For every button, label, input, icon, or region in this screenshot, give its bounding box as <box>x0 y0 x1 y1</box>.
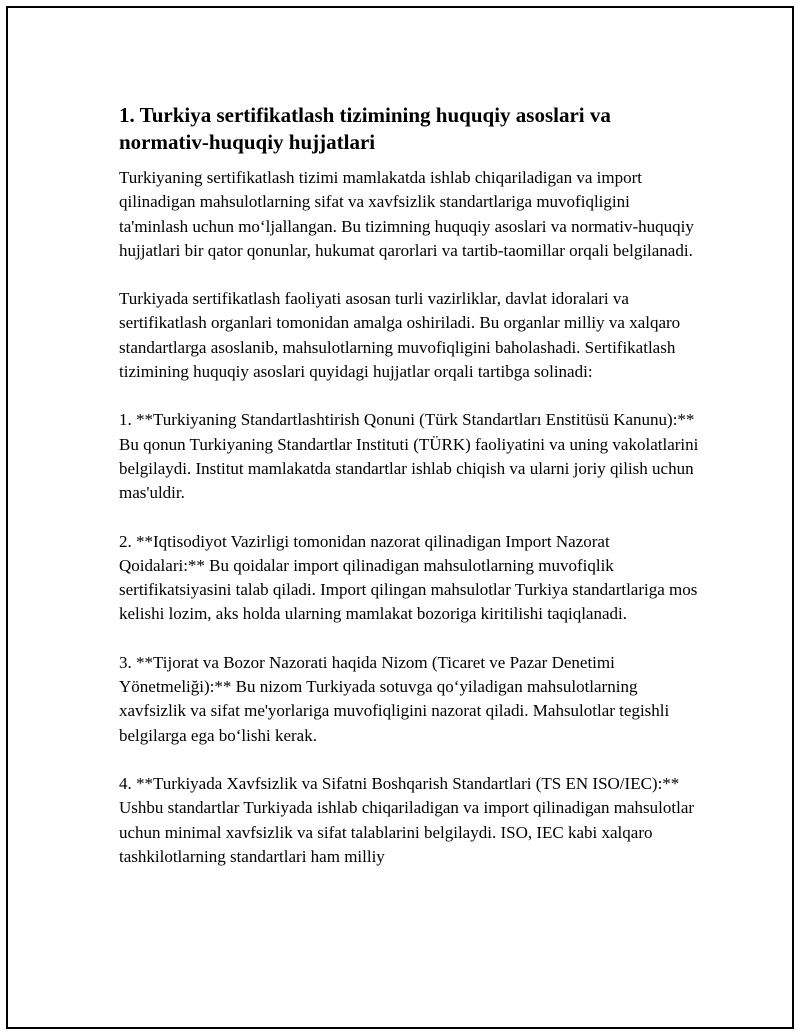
paragraph-intro: Turkiyaning sertifikatlash tizimi mamlakatda ishlab chiqariladigan va import qilinadigan mahsulotlarning sifat va xavfsizlik standartlariga muvofiqligini ta'minlash uchun mo‘ljallangan. Bu tizimning huquqiy asoslari va normativ-huquqiy hujjatlari bir qator qonunlar, hukumat qarorlari va tartib-taomillar orqali belgilanadi. <box>119 168 694 260</box>
paragraph-overview: Turkiyada sertifikatlash faoliyati asosan turli vazirliklar, davlat idoralari va sertifikatlash organlari tomonidan amalga oshiriladi. Bu organlar milliy va xalqaro standartlarga asoslanib, mahsulotlarning muvofiqligini baholashadi. Sertifikatlash tizimining huquqiy asoslari quyidagi hujjatlar orqali tartibga solinadi: <box>119 289 681 382</box>
section-heading: 1. Turkiya sertifikatlash tizimining huquqiy asoslari va normativ-huquqiy hujjatlari <box>119 103 611 154</box>
list-item-import-control-rules: 2. **Iqtisodiyot Vazirligi tomonidan nazorat qilinadigan Import Nazorat Qoidalari:** Bu qoidalar import qilinadigan mahsulotlarning muvofiqlik sertifikatsiyasini talab qiladi. Import qilingan mahsulotlar Turkiya standartlariga mos kelishi lozim, aks holda ularning mamlakat bozoriga kiritilishi taqiqlanadi. <box>119 531 698 624</box>
list-item-market-surveillance-regulation: 3. **Tijorat va Bozor Nazorati haqida Nizom (Ticaret ve Pazar Denetimi Yönetmeliği):** Bu nizom Turkiyada sotuvga qo‘yiladigan mahsulotlarning xavfsizlik va sifat me'yorlariga muvofiqligini nazorat qiladi. Mahsulotlar tegishli belgilarga ega bo‘lishi kerak. <box>119 652 670 745</box>
document-body <box>119 102 699 893</box>
list-item-safety-quality-standards: 4. **Turkiyada Xavfsizlik va Sifatni Boshqarish Standartlari (TS EN ISO/IEC):** Ushbu standartlar Turkiyada ishlab chiqariladigan va import qilinadigan mahsulotlar uchun minimal xavfsizlik va sifat talablarini belgilaydi. ISO, IEC kabi xalqaro tashkilotlarning standartlari ham milliy <box>119 773 695 866</box>
document-page <box>6 6 794 1029</box>
list-item-standardization-law: 1. **Turkiyaning Standartlashtirish Qonuni (Türk Standartları Enstitüsü Kanunu):** Bu qonun Turkiyaning Standartlar Instituti (TÜRK) faoliyatini va uning vakolatlarini belgilaydi. Institut mamlakatda standartlar ishlab chiqish va ularni joriy qilish uchun mas'uldir. <box>119 410 699 503</box>
